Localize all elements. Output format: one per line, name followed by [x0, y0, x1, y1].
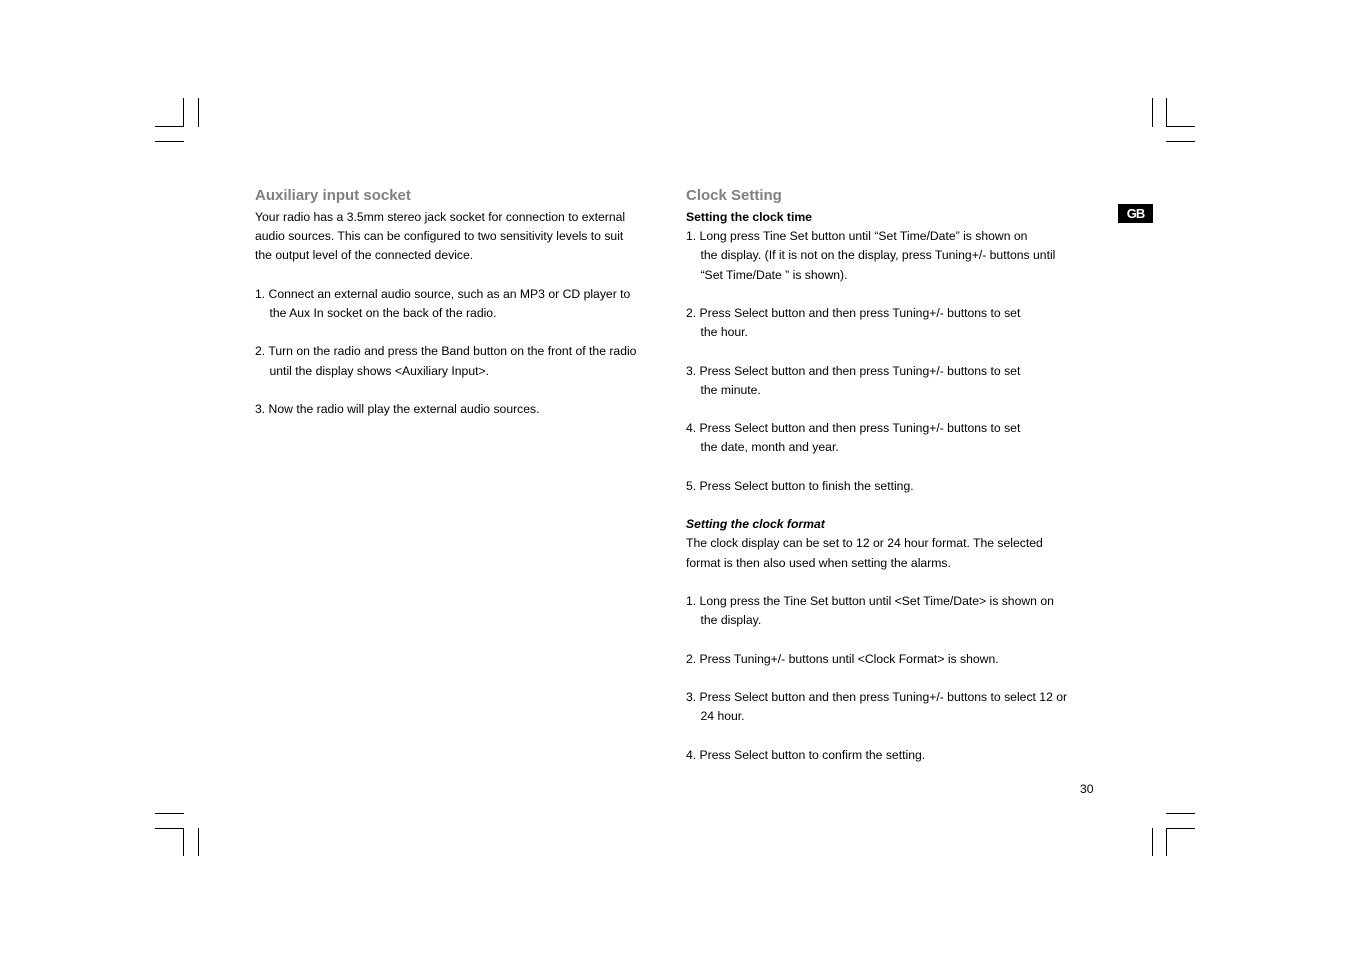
- section-title: Auxiliary input socket: [255, 187, 411, 204]
- clock-format-step-2: 2. Press Tuning+/- buttons until <Clock Format> is shown.: [686, 651, 999, 666]
- clock-format-step-1: 1. Long press the Tine Set button until <Set Time/Date> is shown on the display.: [686, 593, 1054, 628]
- aux-step-1: 1. Connect an external audio source, such as an MP3 or CD player to the Aux In socket on the back of the radio.: [255, 286, 631, 320]
- aux-step-3: 3. Now the radio will play the external audio sources.: [255, 401, 540, 416]
- clock-time-step-1: 1. Long press Tine Set button until “Set Time/Date” is shown on the display. (If it is not on the display, press Tuning+/- buttons until “Set Time/Date ” is shown).: [686, 229, 1056, 282]
- clock-format-intro: The clock display can be set to 12 or 24 hour format. The selected format is then also used when setting the alarms.: [686, 536, 1043, 570]
- clock-time-step-5: 5. Press Select button to finish the setting.: [686, 478, 914, 493]
- clock-format-heading: Setting the clock format: [686, 517, 825, 532]
- intro-paragraph: Your radio has a 3.5mm stereo jack socket for connection to external audio sources. This can be configured to two sensitivity levels to suit the output level of the connected device.: [255, 210, 626, 263]
- clock-format-step-3: 3. Press Select button and then press Tuning+/- buttons to select 12 or 24 hour.: [686, 689, 1068, 724]
- clock-time-step-4: 4. Press Select button and then press Tuning+/- buttons to set the date, month and year.: [686, 421, 1021, 455]
- clock-time-step-3: 3. Press Select button and then press Tuning+/- buttons to set the minute.: [686, 363, 1021, 397]
- auxiliary-input-section: [255, 186, 665, 419]
- page-number: 30: [1080, 782, 1094, 796]
- clock-format-step-4: 4. Press Select button to confirm the setting.: [686, 747, 926, 762]
- clock-setting-section: [686, 186, 1106, 765]
- aux-step-2: 2. Turn on the radio and press the Band button on the front of the radio until the display shows <Auxiliary Input>.: [255, 344, 637, 378]
- language-badge: GB: [1118, 204, 1153, 223]
- clock-time-step-2: 2. Press Select button and then press Tuning+/- buttons to set the hour.: [686, 306, 1021, 340]
- clock-time-heading: Setting the clock time: [686, 210, 812, 224]
- section-title: Clock Setting: [686, 187, 782, 204]
